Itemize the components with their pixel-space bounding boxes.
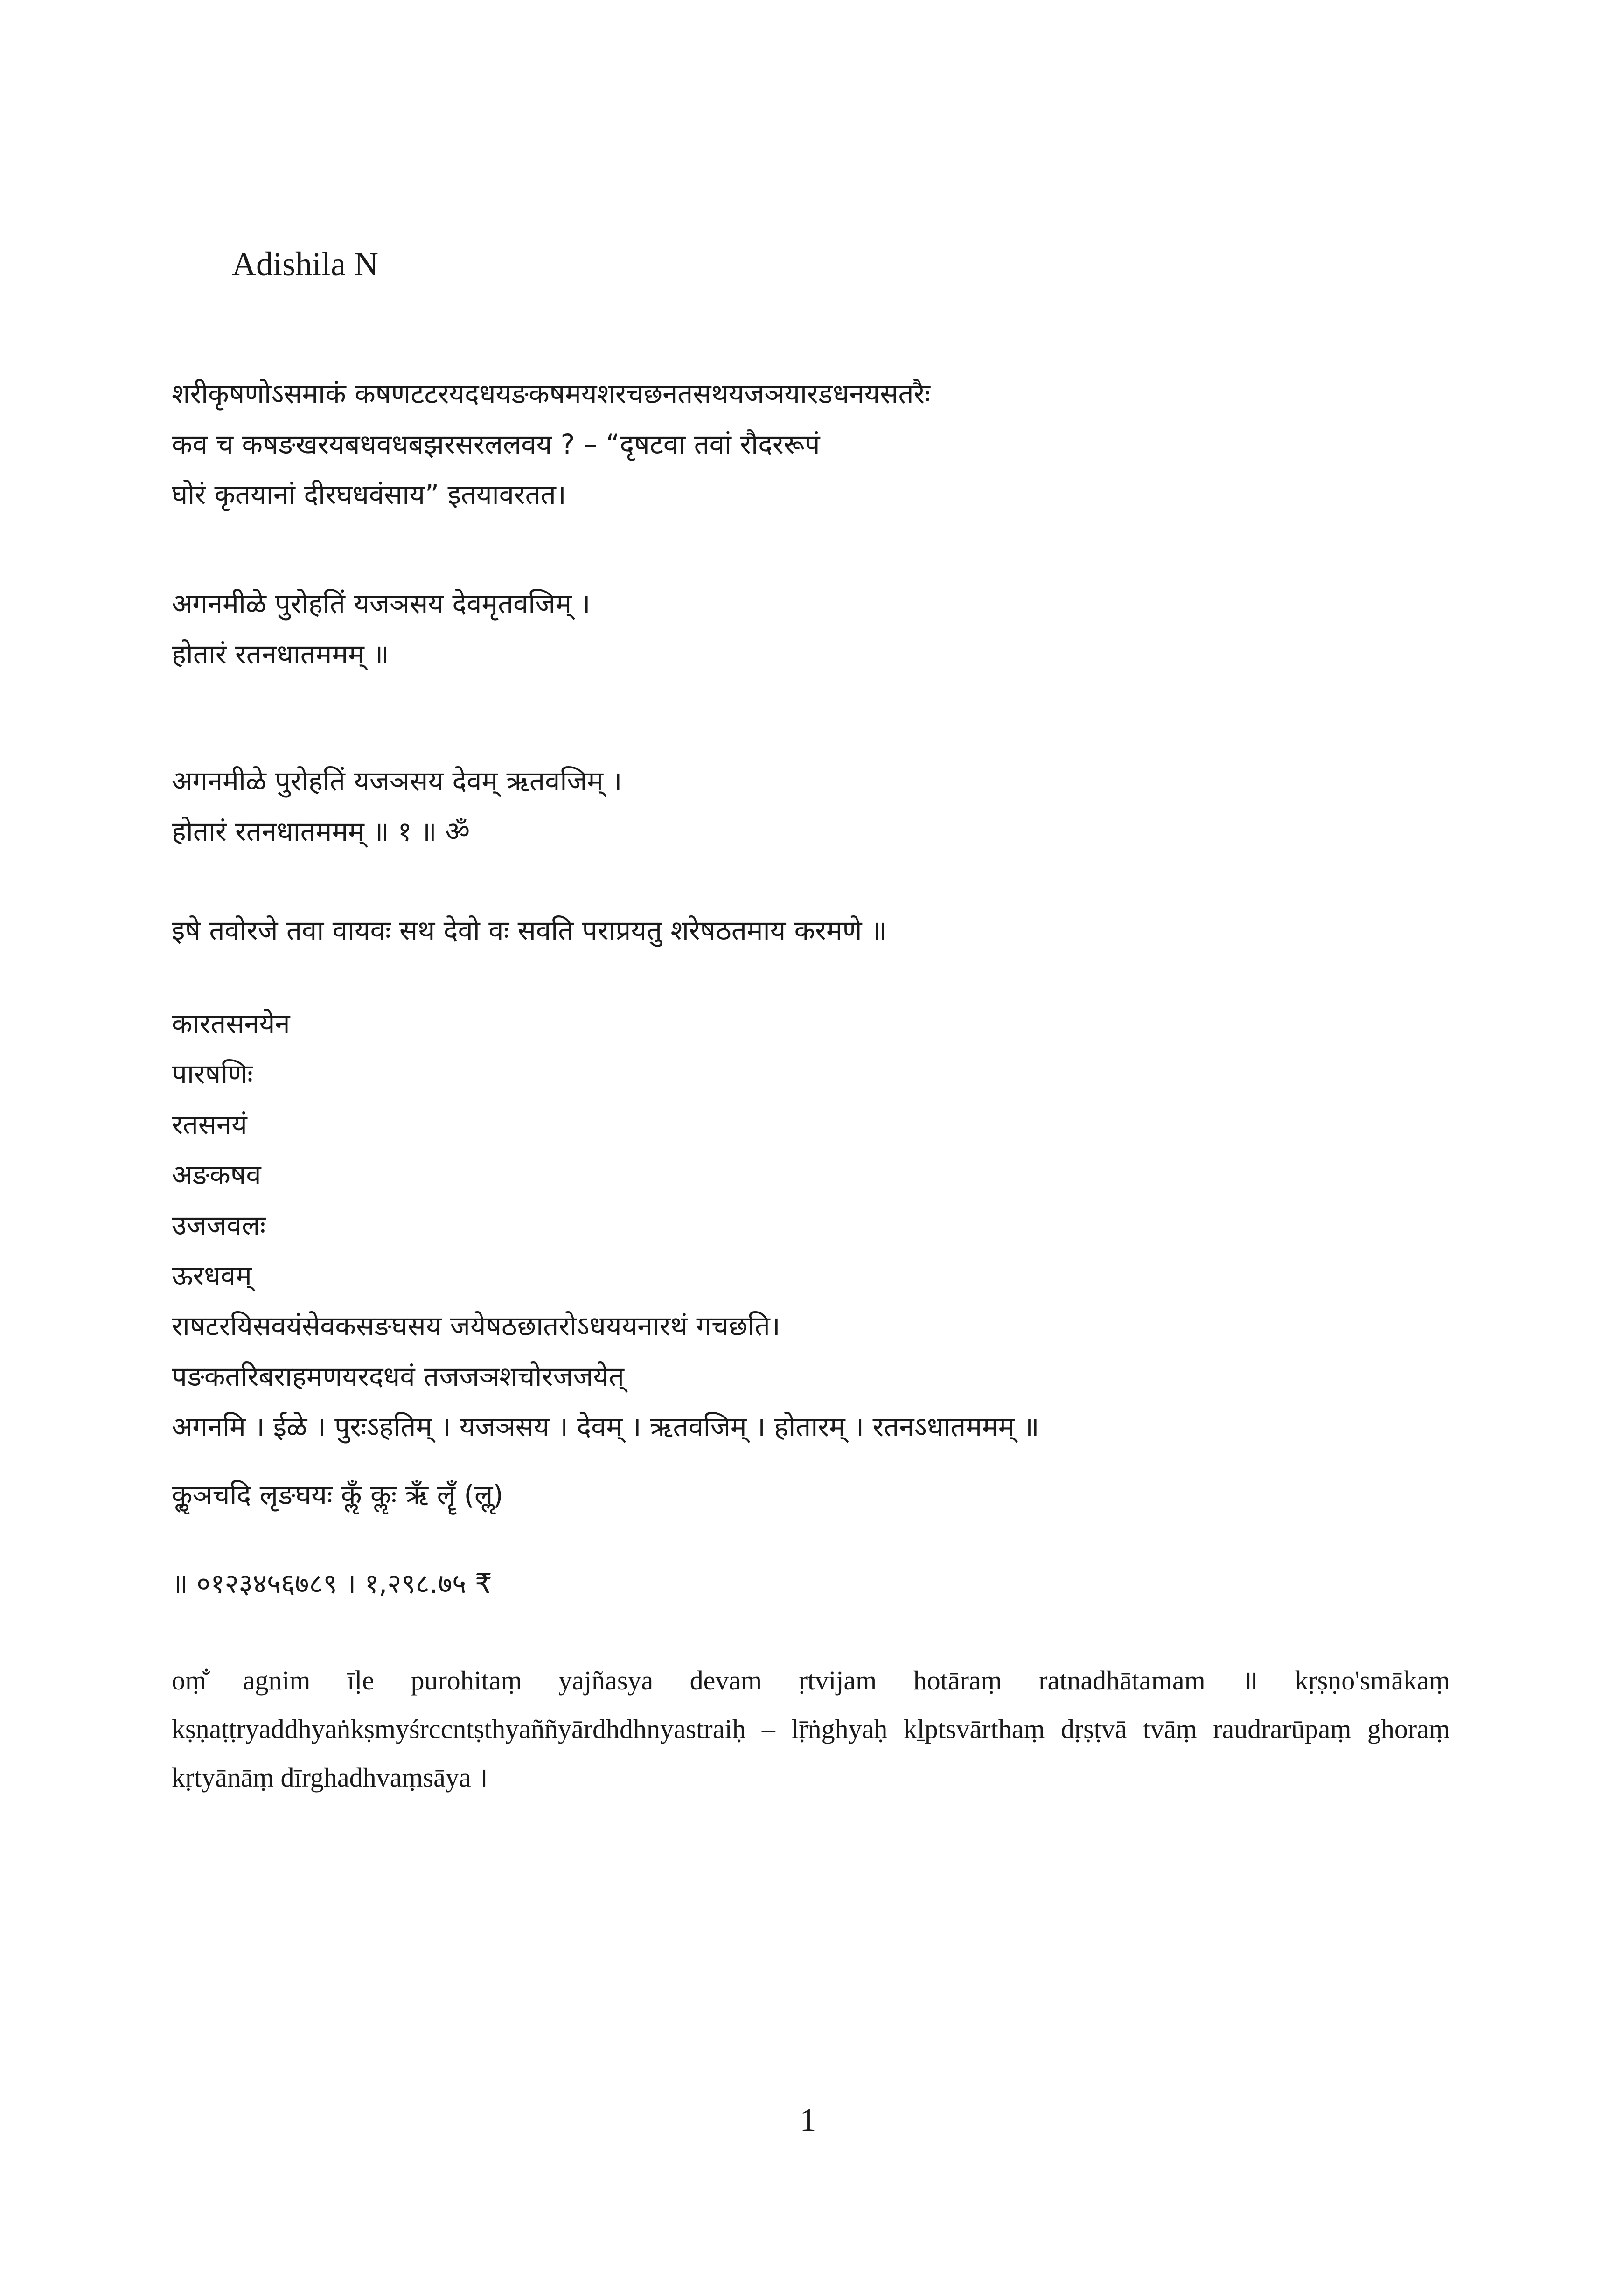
list-item: कारतसनयेन	[172, 1008, 290, 1040]
list-item: अङकषव	[172, 1159, 261, 1191]
list-item: राषटरयिसवयंसेवकसङघसय जयेषठछातरोऽधययनारथं गचछति।	[172, 1310, 780, 1342]
verse-line: होतारं रतनधातममम् ॥ १ ॥ ॐ	[172, 816, 470, 847]
text-line: शरीकृषणोऽसमाकं कषणटटरयदधयङकषमयशरचछनतसथयजञयारडधनयसतरैः	[172, 378, 930, 410]
list-item: पङकतरिबराहमणयरदधवं तजजञशचोरजजयेत्	[172, 1361, 624, 1392]
list-item: अगनमि । ईळे । पुरःऽहतिम् । यजञसय । देवम् । ऋतवजिम् । होतारम् । रतनऽधातममम् ॥	[172, 1411, 1039, 1443]
text-line: घोरं कृतयानां दीरघधवंसाय” इतयावरतत।	[172, 479, 566, 510]
numerals-line	[172, 1558, 492, 1609]
verse-line: अगनमीळे पुरोहतिं यजञसय देवम् ऋतवजिम् ।	[172, 765, 622, 797]
conjunct-test-line	[172, 1470, 503, 1520]
yajurveda-line	[172, 905, 887, 956]
list-item: उजजवलः	[172, 1209, 266, 1241]
text-line: ॥ ०१२३४५६७८९ । १,२९८.७५ ₹	[172, 1568, 492, 1599]
list-item: पारषणिः	[172, 1058, 253, 1090]
verse-line: इषे तवोरजे तवा वायवः सथ देवो वः सवति पराप्रयतु शरेषठतमाय करमणे ॥	[172, 914, 887, 946]
verse-line: होतारं रतनधातममम् ॥	[172, 638, 390, 670]
romanized-paragraph: oṃ̐ agnim īḷe purohitaṃ yajñasya devam ṛtvijam hotāraṃ ratnadhātamam ॥ kṛṣṇo'smākaṃ kṣṇaṭṭryaddhyaṅkṣmyśrccntṣthyaññyārdhdhnyastraiḥ – lṝṅghyaḥ kḻptsvārthaṃ dṛṣṭvā tvāṃ raudrarūpaṃ ghoraṃ kṛtyānāṃ dīrghadhvaṃsāya ।	[172, 1665, 1450, 1793]
verse-line: अगनमीळे पुरोहतिं यजञसय देवमृतवजिम् ।	[172, 588, 591, 620]
verse-unaccented	[172, 579, 591, 679]
word-list	[172, 998, 1039, 1452]
text-line: कव च कषङखरयबधवधबझरसरललवय ? – “दृषटवा तवां रौदररूपं	[172, 428, 820, 460]
author-name: Adishila N	[232, 245, 378, 283]
page-number: 1	[800, 2102, 816, 2138]
list-item: रतसनयं	[172, 1109, 247, 1140]
text-line: कॢृञचदि लृङघयः कॢँ कॢः ऋँ लॄँ (लॢ)	[172, 1479, 503, 1511]
verse-accented	[172, 756, 622, 857]
list-item: ऊरधवम्	[172, 1260, 252, 1291]
devanagari-paragraph-1	[172, 369, 930, 520]
